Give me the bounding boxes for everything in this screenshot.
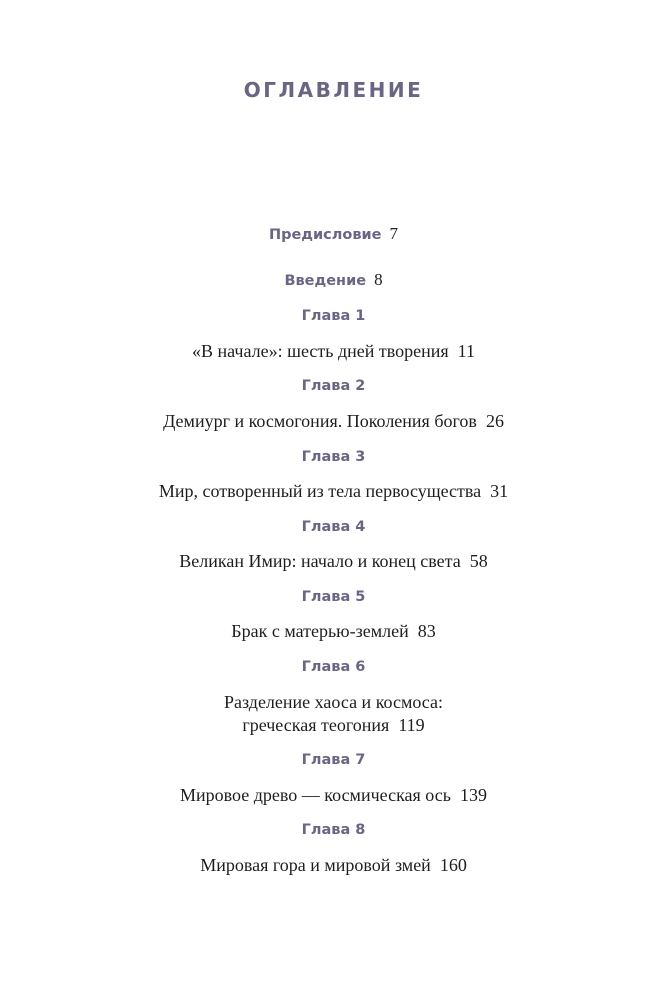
toc-entry-label: Предисловие: [268, 227, 382, 243]
chapter-title: Мир, сотворенный из тела первосущества: [158, 481, 482, 501]
toc-entry-chapter-8[interactable]: [0, 855, 667, 876]
toc-entry-page: 7: [389, 224, 399, 243]
chapter-6-label: Глава 6: [301, 659, 366, 675]
chapter-7-label: Глава 7: [301, 752, 366, 768]
chapter-title: Великан Имир: начало и конец света: [179, 551, 461, 571]
chapter-2-label: Глава 2: [301, 378, 366, 394]
chapter-title: Мировое древо — космическая ось: [180, 785, 451, 805]
toc-entry-chapter-3[interactable]: [0, 481, 667, 502]
chapter-title: «В начале»: шесть дней творения: [192, 341, 449, 361]
toc-entry-chapter-4[interactable]: [0, 551, 667, 572]
toc-entry-label: Введение: [284, 273, 367, 289]
chapter-page: 58: [469, 551, 488, 571]
toc-entry-chapter-6[interactable]: [0, 692, 667, 713]
chapter-page: 139: [459, 785, 487, 805]
chapter-title-line-2: греческая теогония: [242, 715, 390, 735]
toc-entry-chapter-5[interactable]: [0, 621, 667, 642]
toc-entry-chapter-1[interactable]: [0, 341, 667, 362]
toc-entry-preface[interactable]: [0, 224, 667, 244]
page-title: ОГЛАВЛЕНИЕ: [243, 78, 424, 102]
chapter-8-label: Глава 8: [301, 822, 366, 838]
chapter-title: Мировая гора и мировой змей: [200, 855, 431, 875]
chapter-4-label: Глава 4: [301, 519, 366, 535]
toc-entry-intro[interactable]: [0, 270, 667, 290]
chapter-page: 31: [490, 481, 509, 501]
chapter-page: 119: [398, 715, 425, 735]
toc-entry-chapter-6-cont[interactable]: [0, 715, 667, 736]
chapter-page: 11: [457, 341, 475, 361]
chapter-page: 83: [417, 621, 436, 641]
chapter-page: 160: [439, 855, 467, 875]
chapter-title: Брак с матерью-землей: [231, 621, 409, 641]
chapter-page: 26: [485, 411, 504, 431]
chapter-5-label: Глава 5: [301, 589, 366, 605]
chapter-title: Демиург и космогония. Поколения богов: [163, 411, 477, 431]
toc-entry-chapter-2[interactable]: [0, 411, 667, 432]
toc-entry-chapter-7[interactable]: [0, 785, 667, 806]
chapter-1-label: Глава 1: [301, 308, 366, 324]
toc-entry-page: 8: [374, 270, 383, 289]
chapter-title-line-1: Разделение хаоса и космоса:: [224, 692, 443, 712]
chapter-3-label: Глава 3: [301, 449, 366, 465]
